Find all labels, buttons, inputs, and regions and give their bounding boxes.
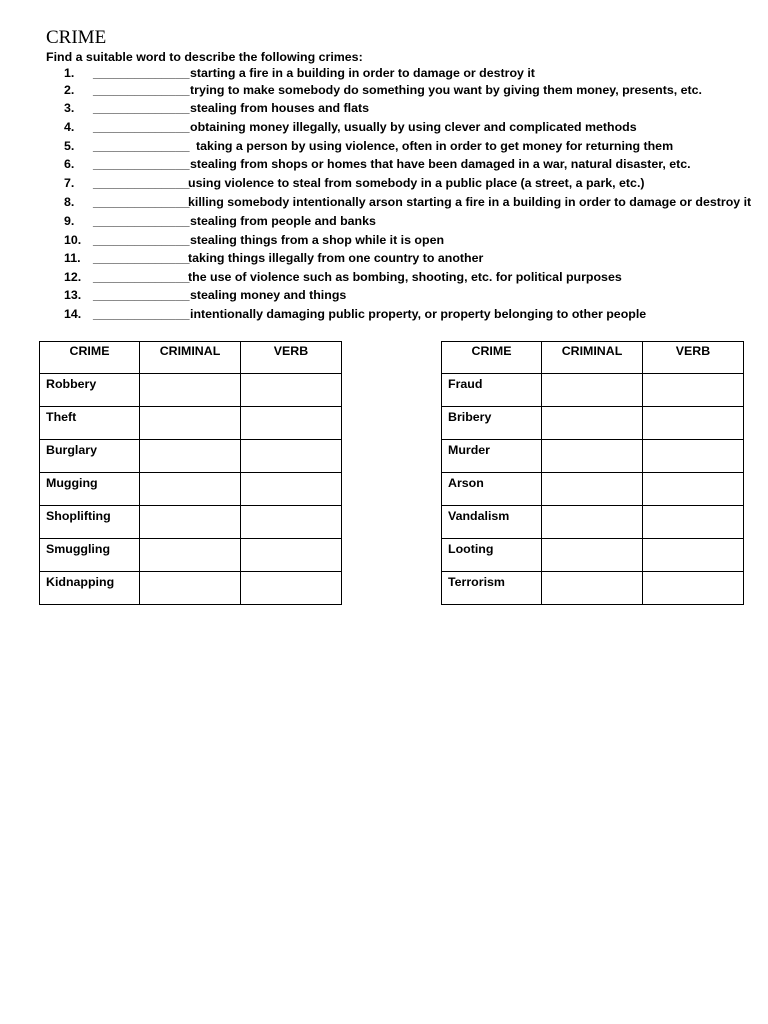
table-row <box>442 473 744 506</box>
crime-name: Burglary <box>40 440 140 473</box>
crime-table-left <box>39 341 342 605</box>
crime-name: Smuggling <box>40 539 140 572</box>
item-definition: taking a person by using violence, often in order to get money for returning them <box>196 139 674 153</box>
verb-answer-cell[interactable] <box>643 539 744 572</box>
column-header-verb: VERB <box>241 342 342 374</box>
item-definition: stealing from people and banks <box>190 214 376 228</box>
item-definition: stealing things from a shop while it is open <box>190 233 445 247</box>
verb-answer-cell[interactable] <box>643 440 744 473</box>
verb-answer-cell[interactable] <box>241 506 342 539</box>
verb-answer-cell[interactable] <box>241 440 342 473</box>
criminal-answer-cell[interactable] <box>140 374 241 407</box>
criminal-answer-cell[interactable] <box>140 572 241 605</box>
table-row <box>40 473 342 506</box>
crime-name: Arson <box>442 473 542 506</box>
item-number: 10. <box>64 233 82 247</box>
instruction-text: Find a suitable word to describe the following crimes: <box>46 50 363 64</box>
table-row <box>40 407 342 440</box>
column-header-crime: CRIME <box>40 342 140 374</box>
crime-name: Mugging <box>40 473 140 506</box>
crime-name: Theft <box>40 407 140 440</box>
item-number: 14. <box>64 307 82 321</box>
criminal-answer-cell[interactable] <box>542 473 643 506</box>
verb-answer-cell[interactable] <box>241 374 342 407</box>
criminal-answer-cell[interactable] <box>140 506 241 539</box>
verb-answer-cell[interactable] <box>241 539 342 572</box>
item-definition: intentionally damaging public property, or property belonging to other people <box>190 307 647 321</box>
crime-name: Shoplifting <box>40 506 140 539</box>
column-header-criminal: CRIMINAL <box>542 342 643 374</box>
item-number: 4. <box>64 120 75 134</box>
crime-name: Looting <box>442 539 542 572</box>
item-number: 13. <box>64 288 82 302</box>
table-row <box>442 440 744 473</box>
column-header-verb: VERB <box>643 342 744 374</box>
verb-answer-cell[interactable] <box>643 473 744 506</box>
crime-name: Murder <box>442 440 542 473</box>
criminal-answer-cell[interactable] <box>140 539 241 572</box>
table-row <box>40 374 342 407</box>
answer-blank: ______________ <box>93 157 190 171</box>
table-row <box>442 572 744 605</box>
item-definition: starting a fire in a building in order to damage or destroy it <box>190 66 535 80</box>
item-definition: trying to make somebody do something you want by giving them money, presents, etc. <box>190 83 703 97</box>
item-definition: obtaining money illegally, usually by using clever and complicated methods <box>190 120 637 134</box>
criminal-answer-cell[interactable] <box>542 539 643 572</box>
crime-name: Fraud <box>442 374 542 407</box>
table-row <box>40 506 342 539</box>
criminal-answer-cell[interactable] <box>542 572 643 605</box>
item-number: 11. <box>64 251 81 265</box>
criminal-answer-cell[interactable] <box>140 440 241 473</box>
criminal-answer-cell[interactable] <box>140 407 241 440</box>
table-row <box>40 572 342 605</box>
crime-name: Vandalism <box>442 506 542 539</box>
criminal-answer-cell[interactable] <box>542 407 643 440</box>
verb-answer-cell[interactable] <box>643 572 744 605</box>
verb-answer-cell[interactable] <box>241 473 342 506</box>
item-definition: killing somebody intentionally arson starting a fire in a building in order to damage or destroy it <box>188 195 752 209</box>
verb-answer-cell[interactable] <box>643 374 744 407</box>
criminal-answer-cell[interactable] <box>542 374 643 407</box>
verb-answer-cell[interactable] <box>241 407 342 440</box>
crime-name: Bribery <box>442 407 542 440</box>
crime-name: Terrorism <box>442 572 542 605</box>
item-number: 9. <box>64 214 75 228</box>
table-row <box>442 407 744 440</box>
crime-table-right <box>441 341 744 605</box>
table-row <box>442 374 744 407</box>
item-definition: the use of violence such as bombing, shooting, etc. for political purposes <box>188 270 622 284</box>
table-row <box>40 539 342 572</box>
answer-blank: ______________ <box>93 233 190 247</box>
table-header-row <box>442 342 744 374</box>
table-row <box>442 539 744 572</box>
item-number: 7. <box>64 176 75 190</box>
crime-name: Robbery <box>40 374 140 407</box>
table-header-row <box>40 342 342 374</box>
answer-blank: ______________ <box>93 307 190 321</box>
answer-blank: ______________ <box>93 195 190 209</box>
answer-blank: ______________ <box>93 214 190 228</box>
column-header-criminal: CRIMINAL <box>140 342 241 374</box>
answer-blank: ______________ <box>93 176 190 190</box>
verb-answer-cell[interactable] <box>643 407 744 440</box>
item-definition: stealing from houses and flats <box>190 101 370 115</box>
item-definition: using violence to steal from somebody in a public place (a street, a park, etc.) <box>188 176 645 190</box>
table-row <box>40 440 342 473</box>
criminal-answer-cell[interactable] <box>542 506 643 539</box>
verb-answer-cell[interactable] <box>241 572 342 605</box>
crime-name: Kidnapping <box>40 572 140 605</box>
criminal-answer-cell[interactable] <box>542 440 643 473</box>
item-number: 12. <box>64 270 82 284</box>
item-number: 6. <box>64 157 75 171</box>
item-number: 1. <box>64 66 75 80</box>
item-definition: taking things illegally from one country to another <box>188 251 484 265</box>
page-title: CRIME <box>46 27 107 48</box>
item-number: 8. <box>64 195 75 209</box>
answer-blank: ______________ <box>93 270 190 284</box>
answer-blank: ______________ <box>93 251 190 265</box>
answer-blank: ______________ <box>93 66 190 80</box>
item-number: 3. <box>64 101 75 115</box>
answer-blank: ______________ <box>93 101 190 115</box>
item-number: 5. <box>64 139 75 153</box>
answer-blank: ______________ <box>93 288 190 302</box>
answer-blank: ______________ <box>93 83 190 97</box>
item-number: 2. <box>64 83 75 97</box>
answer-blank: ______________ <box>93 120 190 134</box>
criminal-answer-cell[interactable] <box>140 473 241 506</box>
answer-blank: ______________ <box>93 139 190 153</box>
item-definition: stealing money and things <box>190 288 347 302</box>
table-row <box>442 506 744 539</box>
item-definition: stealing from shops or homes that have been damaged in a war, natural disaster, etc. <box>190 157 691 171</box>
verb-answer-cell[interactable] <box>643 506 744 539</box>
column-header-crime: CRIME <box>442 342 542 374</box>
